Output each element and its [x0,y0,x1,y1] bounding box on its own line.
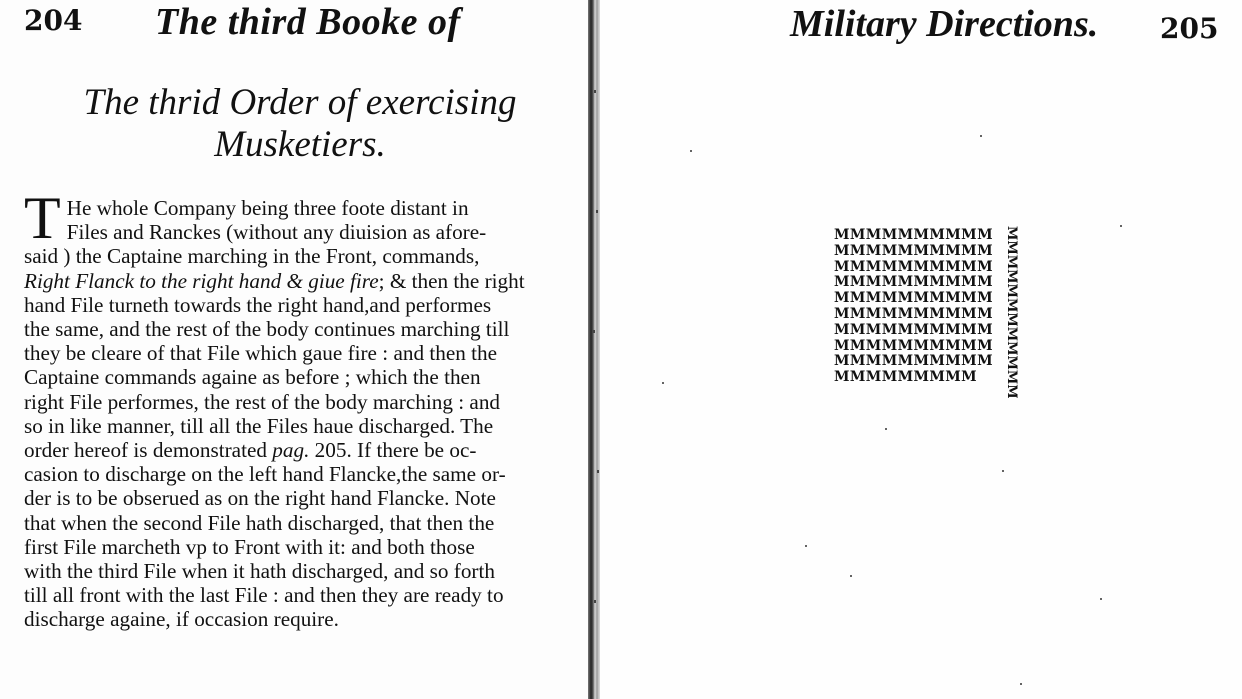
body-line-mixed [24,438,564,462]
paper-speck [1100,598,1102,600]
page-number-left: 204 [24,4,83,37]
paper-speck [690,150,692,152]
formation-row: MMMMMMMMMM [834,274,993,291]
paper-speck [805,545,807,547]
formation-row: MMMMMMMMM [834,369,978,386]
chapter-title-line-1: The thrid Order of exercising [83,82,517,123]
paper-speck [1020,683,1022,685]
right-page [600,0,1242,699]
italic-command-text: Right Flanck to the right hand & giue fire [24,268,379,293]
drop-cap: T [24,185,61,251]
body-line: discharge againe, if occasion require. [24,607,339,632]
body-line: with the third File when it hath discharged, and so forth [24,559,495,584]
body-line: Files and Ranckes (without any diuision as afore- [66,220,487,245]
body-line-tail: 205. If there be oc- [309,438,477,463]
formation-side-file: MMMMMMMMMMMM [1004,226,1019,399]
body-paragraph [24,185,564,632]
body-line-head: order hereof is demonstrated [24,438,273,463]
body-line: right File performes, the rest of the body marching : and [24,389,501,414]
running-head-right: Military Directions. [790,3,1099,45]
paper-speck [850,575,852,577]
body-line: said ) the Captaine marching in the Front, commands, [24,244,480,269]
body-line: Captaine commands againe as before ; which the then [24,365,481,390]
body-line: casion to discharge on the left hand Flancke,the same or- [24,462,506,487]
body-line-tail: ; & then the right [378,268,525,293]
page-number-right: 205 [1160,12,1219,45]
body-line: hand File turneth towards the right hand,and performes [24,292,492,317]
paper-speck [885,428,887,430]
formation-row: MMMMMMMMMM [834,258,993,275]
formation-row: MMMMMMMMMM [834,321,993,338]
body-line-mixed [24,269,564,293]
chapter-title-line-2: Musketiers. [214,124,386,165]
formation-row: MMMMMMMMMM [834,337,993,354]
paper-speck [1120,225,1122,227]
body-line: the same, and the rest of the body continues marching till [24,317,510,342]
body-line: He whole Company being three foote distant in [66,196,469,220]
paper-speck [980,135,982,137]
formation-row: MMMMMMMMMM [834,353,993,370]
chapter-title [40,82,560,166]
formation-row: MMMMMMMMMM [834,227,993,243]
formation-row: MMMMMMMMMM [834,290,993,307]
body-line: first File marcheth vp to Front with it: and both those [24,534,475,559]
running-head-left: The third Booke of [155,1,461,43]
body-line: till all front with the last File : and then they are ready to [24,583,504,608]
body-line: der is to be obserued as on the right hand Flancke. Note [24,486,496,511]
paper-speck [1002,470,1004,472]
body-line: they be cleare of that File which gaue fire : and then the [24,341,497,366]
formation-row: MMMMMMMMMM [834,242,993,259]
page-reference: pag. [272,438,310,463]
musketier-formation [834,228,993,386]
left-page [0,0,590,699]
formation-row: MMMMMMMMMM [834,305,993,322]
body-line: so in like manner, till all the Files haue discharged. The [24,413,494,438]
body-line: that when the second File hath discharged, that then the [24,510,495,535]
paper-speck [662,382,664,384]
